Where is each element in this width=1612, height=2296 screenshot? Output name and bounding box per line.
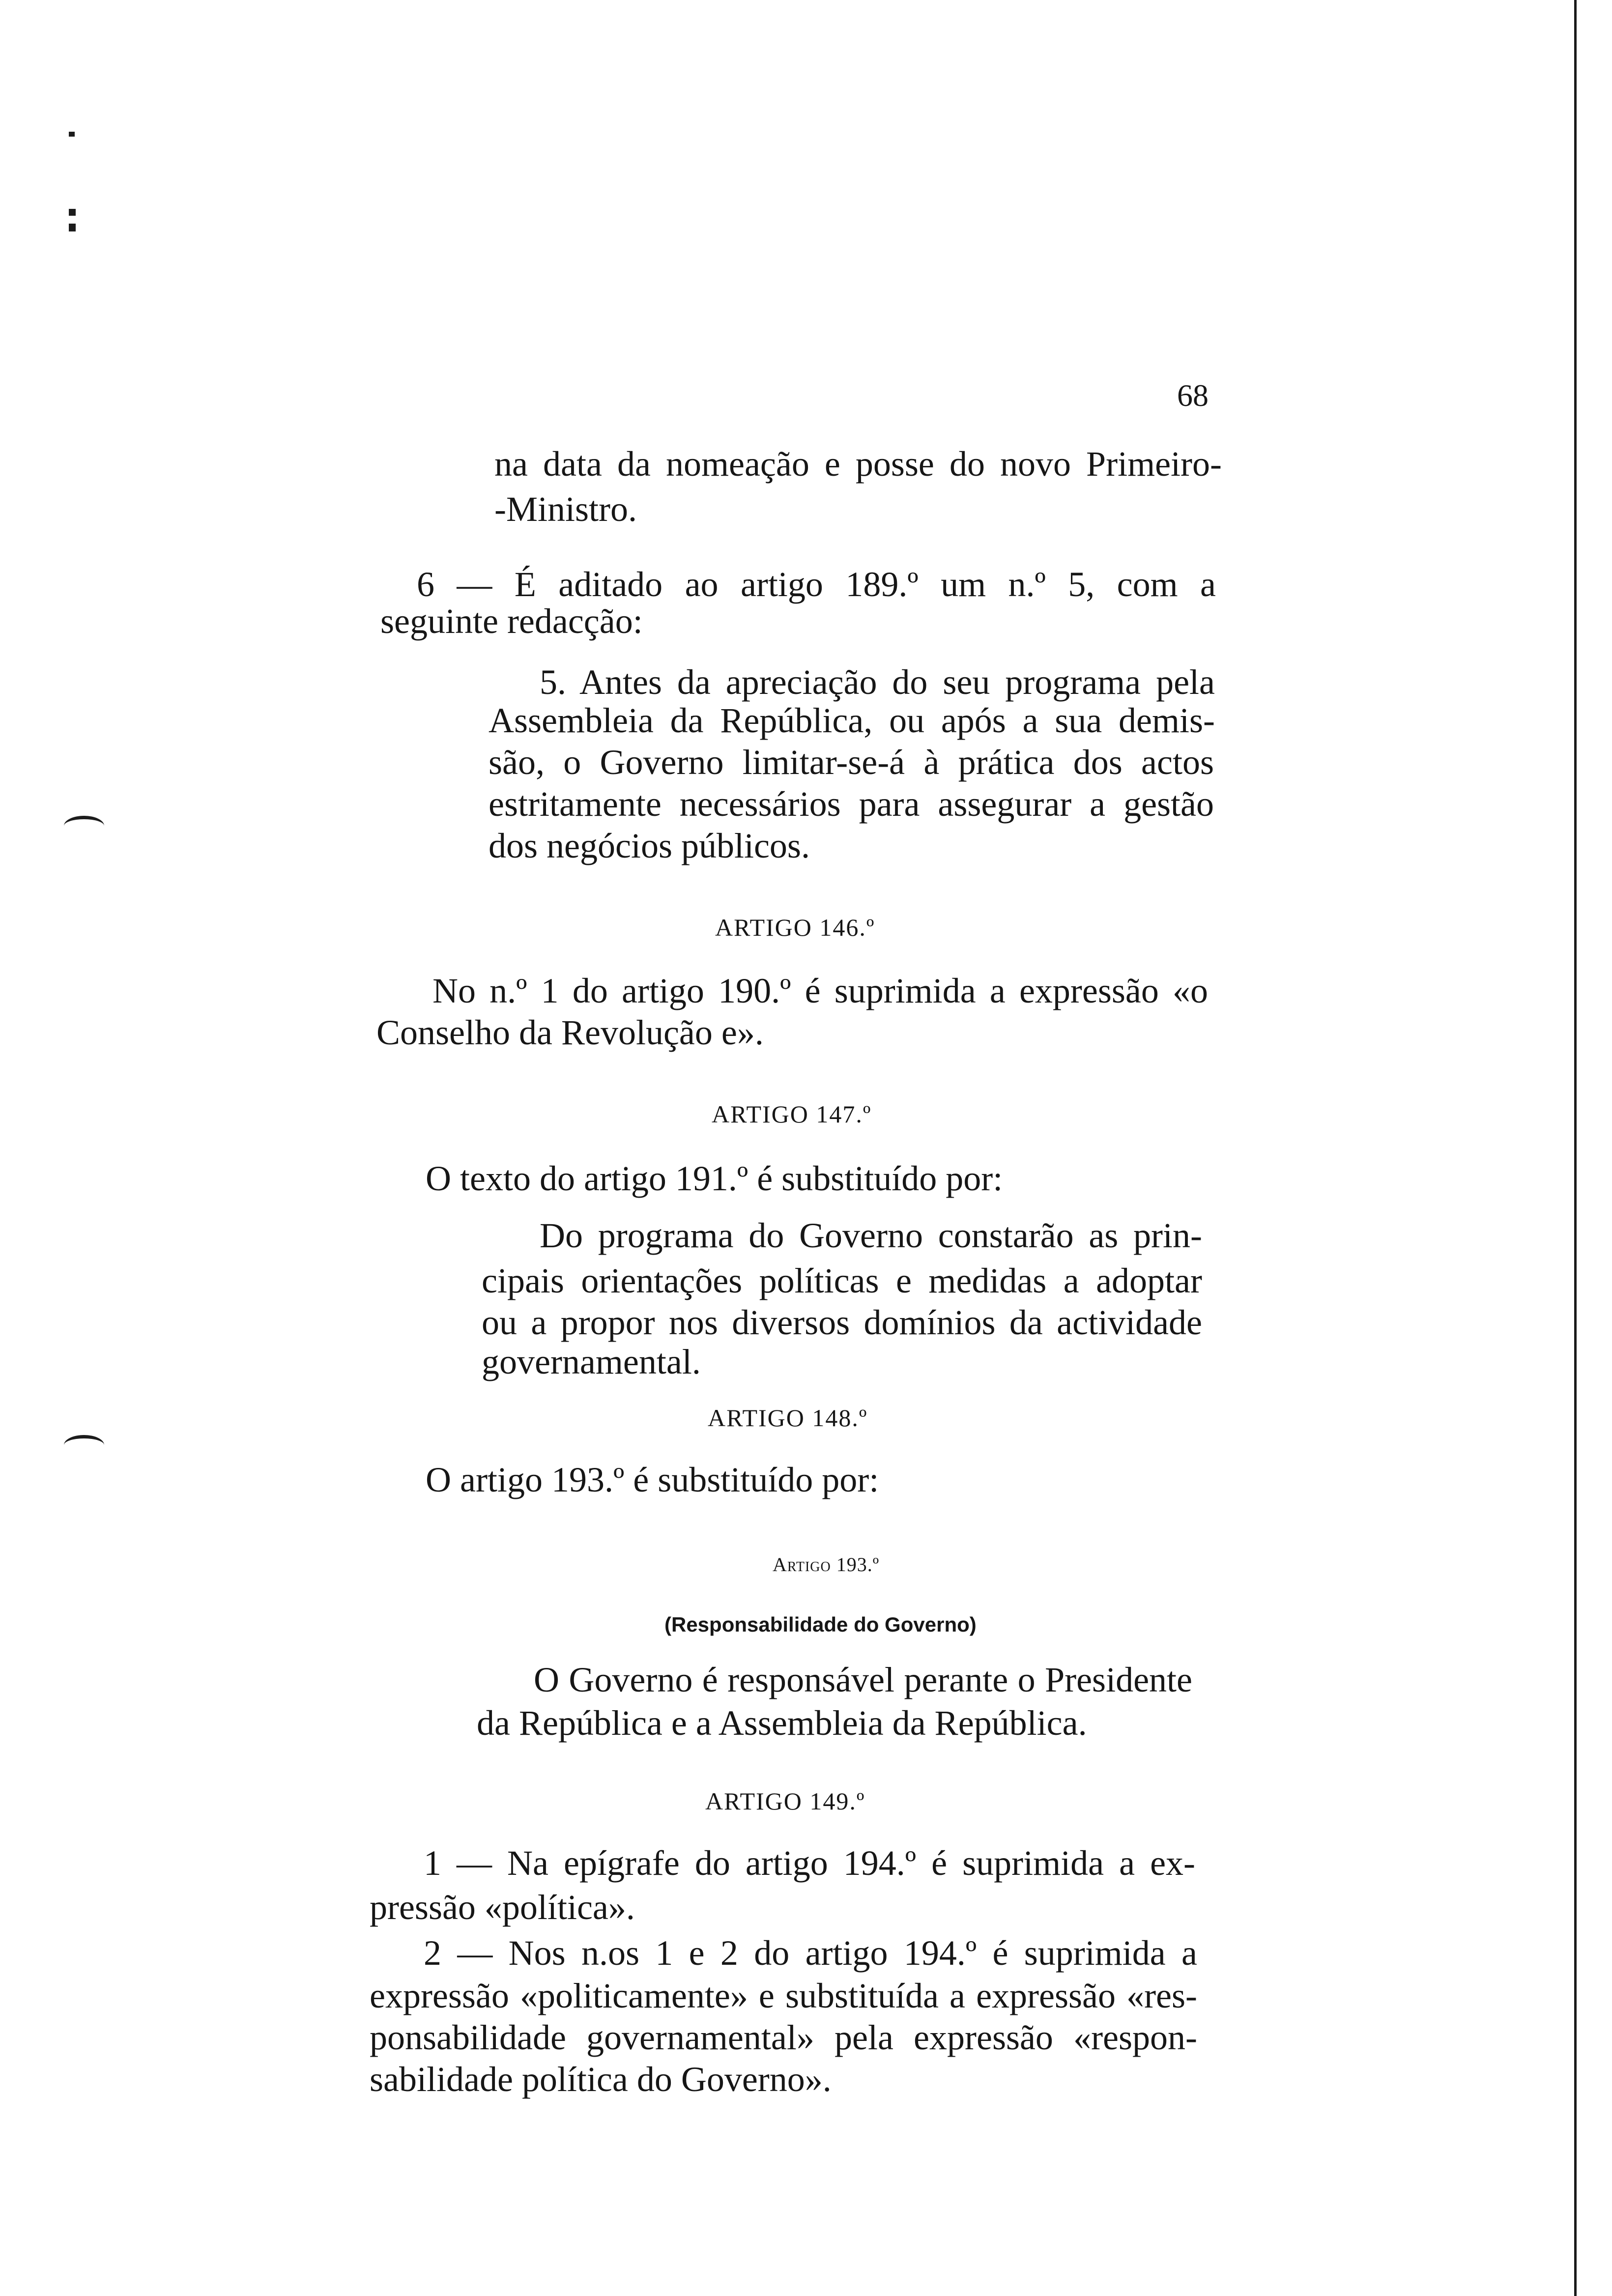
scan-speck: [69, 132, 75, 137]
quoted-text-line: são, o Governo limitar-se-á à prática dos actos: [489, 743, 1214, 782]
text-line: ponsabilidade governamental» pela expressão «respon-: [370, 2018, 1197, 2057]
text-line: sabilidade política do Governo».: [370, 2060, 832, 2099]
text-line: No n.º 1 do artigo 190.º é suprimida a expressão «o: [432, 971, 1208, 1010]
text-line: 1 — Na epígrafe do artigo 194.º é suprimida a ex-: [424, 1843, 1195, 1883]
quoted-text-line: ou a propor nos diversos domínios da actividade: [482, 1303, 1202, 1342]
article-heading: ARTIGO 149.º: [705, 1787, 865, 1815]
article-heading: ARTIGO 148.º: [708, 1404, 868, 1432]
quoted-text-line: Assembleia da República, ou após a sua demis-: [489, 701, 1215, 740]
text-line: -Ministro.: [494, 489, 637, 529]
scan-speck: [69, 224, 76, 231]
binding-mark: [64, 816, 104, 836]
text-line: expressão «politicamente» e substituída a expressão «res-: [370, 1976, 1197, 2015]
scan-speck: [69, 209, 76, 216]
quoted-text-line: O Governo é responsável perante o Presidente: [534, 1660, 1192, 1699]
quoted-text-line: Do programa do Governo constarão as prin-: [540, 1216, 1202, 1255]
page-number: 68: [1177, 378, 1209, 413]
text-line: 2 — Nos n.os 1 e 2 do artigo 194.º é suprimida a: [424, 1933, 1197, 1973]
text-line: 6 — É aditado ao artigo 189.º um n.º 5, com a: [417, 565, 1216, 604]
quoted-article-subtitle: (Responsabilidade do Governo): [664, 1613, 977, 1636]
quoted-text-line: 5. Antes da apreciação do seu programa pela: [540, 662, 1215, 702]
text-line: O texto do artigo 191.º é substituído por:: [426, 1159, 1003, 1198]
text-line: Conselho da Revolução e».: [376, 1013, 764, 1052]
quoted-text-line: da República e a Assembleia da República.: [477, 1703, 1087, 1743]
quoted-text-line: dos negócios públicos.: [489, 826, 810, 865]
text-line: seguinte redacção:: [380, 602, 643, 641]
binding-mark: [64, 1435, 104, 1455]
quoted-text-line: governamental.: [482, 1342, 701, 1381]
quoted-article-heading: Artigo 193.º: [773, 1553, 880, 1576]
page-edge-line: [1574, 0, 1577, 2296]
quoted-text-line: estritamente necessários para assegurar a gestão: [489, 784, 1214, 824]
article-heading: ARTIGO 146.º: [715, 914, 875, 941]
text-line: O artigo 193.º é substituído por:: [426, 1460, 879, 1499]
text-line: pressão «política».: [370, 1888, 635, 1927]
article-heading: ARTIGO 147.º: [712, 1100, 872, 1128]
text-line: na data da nomeação e posse do novo Primeiro-: [494, 444, 1222, 484]
quoted-text-line: cipais orientações políticas e medidas a adoptar: [482, 1261, 1202, 1300]
